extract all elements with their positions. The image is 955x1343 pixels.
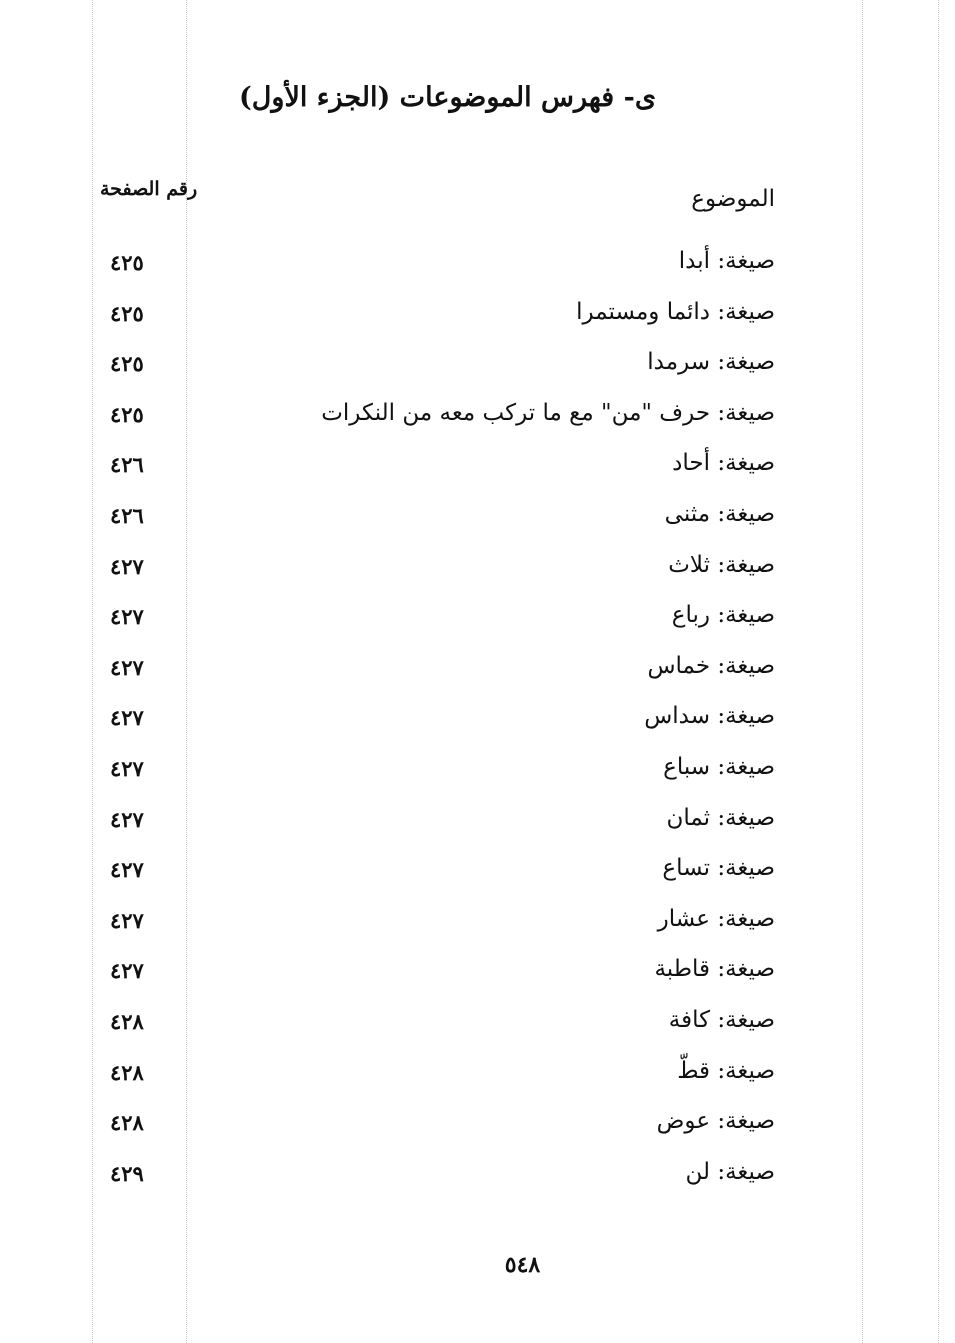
index-entry xyxy=(0,750,955,801)
index-entry xyxy=(0,1003,955,1054)
entry-topic: صيغة: لن xyxy=(685,1158,775,1185)
entry-page-number: ٤٢٥ xyxy=(110,401,144,427)
index-entry xyxy=(0,851,955,902)
entry-topic: صيغة: عشار xyxy=(657,905,775,932)
entry-topic: صيغة: رباع xyxy=(671,602,775,629)
entry-page-number: ٤٢٦ xyxy=(110,452,144,478)
index-entry xyxy=(0,345,955,396)
index-entry xyxy=(0,1104,955,1155)
entry-page-number: ٤٢٧ xyxy=(110,755,144,781)
entry-page-number: ٤٢٧ xyxy=(110,857,144,883)
entry-topic: صيغة: ثلاث xyxy=(668,551,775,578)
page-number xyxy=(0,1252,955,1278)
entry-topic: صيغة: أحاد xyxy=(672,450,775,477)
entry-topic: صيغة: قاطبة xyxy=(654,956,775,983)
entry-page-number: ٤٢٧ xyxy=(110,654,144,680)
entry-page-number: ٤٢٨ xyxy=(110,1008,144,1034)
page-title xyxy=(0,82,955,113)
index-entry xyxy=(0,1054,955,1105)
index-entry xyxy=(0,1155,955,1206)
entry-topic: صيغة: حرف "من" مع ما تركب معه من النكرات xyxy=(321,399,775,426)
column-header-page-number: رقم الصفحة xyxy=(100,178,198,200)
entry-topic: صيغة: سرمدا xyxy=(647,349,775,376)
page-title-text: ى- فهرس الموضوعات (الجزء الأول) xyxy=(239,82,656,113)
index-entry xyxy=(0,598,955,649)
entry-topic: صيغة: ثمان xyxy=(666,804,775,831)
entry-topic: صيغة: مثنى xyxy=(664,500,775,527)
index-entry xyxy=(0,548,955,599)
entry-page-number: ٤٢٧ xyxy=(110,907,144,933)
index-entry xyxy=(0,649,955,700)
entry-topic: صيغة: خماس xyxy=(647,652,775,679)
entry-page-number: ٤٢٧ xyxy=(110,553,144,579)
entry-page-number: ٤٢٥ xyxy=(110,250,144,275)
entry-topic: صيغة: أبدا xyxy=(678,248,775,274)
entry-topic: صيغة: سباع xyxy=(663,753,775,780)
entry-topic: صيغة: قطّ xyxy=(677,1057,775,1084)
index-entry xyxy=(0,497,955,548)
entry-page-number: ٤٢٧ xyxy=(110,806,144,832)
entry-page-number: ٤٢٥ xyxy=(110,351,144,377)
entry-topic: صيغة: عوض xyxy=(656,1108,775,1135)
index-entry xyxy=(0,952,955,1003)
column-header-topic: الموضوع xyxy=(691,186,775,212)
entry-page-number: ٤٢٦ xyxy=(110,502,144,528)
entry-page-number: ٤٢٨ xyxy=(110,1059,144,1085)
index-list xyxy=(0,244,955,1205)
index-entry xyxy=(0,446,955,497)
index-entry xyxy=(0,295,955,346)
entry-page-number: ٤٢٧ xyxy=(110,705,144,731)
entry-topic: صيغة: كافة xyxy=(668,1006,775,1033)
page-number-text: ٥٤٨ xyxy=(504,1252,541,1278)
index-entry xyxy=(0,396,955,447)
entry-topic: صيغة: دائما ومستمرا xyxy=(576,298,775,325)
entry-topic: صيغة: تساع xyxy=(662,855,775,882)
entry-page-number: ٤٢٧ xyxy=(110,604,144,630)
entry-page-number: ٤٢٧ xyxy=(110,958,144,984)
index-entry xyxy=(0,801,955,852)
entry-topic: صيغة: سداس xyxy=(644,703,775,730)
entry-page-number: ٤٢٨ xyxy=(110,1110,144,1136)
index-entry xyxy=(0,244,955,295)
entry-page-number: ٤٢٥ xyxy=(110,300,144,326)
index-entry xyxy=(0,902,955,953)
index-entry xyxy=(0,699,955,750)
entry-page-number: ٤٢٩ xyxy=(110,1160,144,1186)
